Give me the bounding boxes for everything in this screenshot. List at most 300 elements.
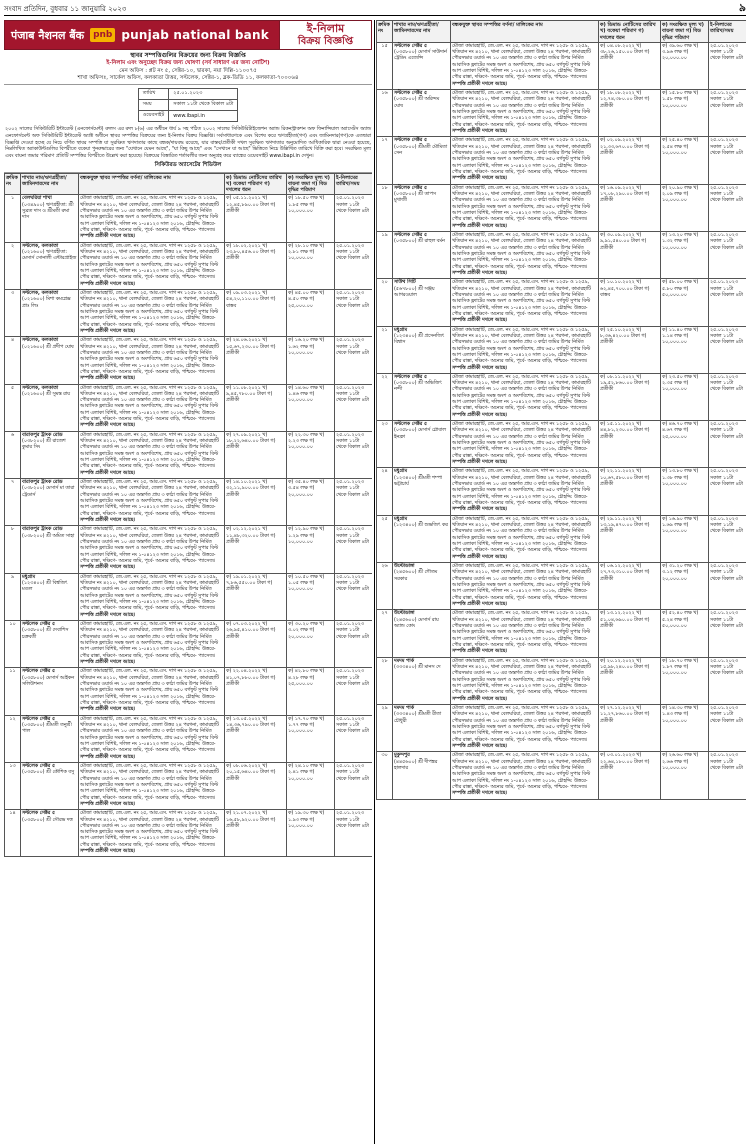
row-branch	[21, 384, 79, 431]
row-property-description	[451, 137, 599, 184]
borrower-name: (০৩৫৮০০) মেসার্স গ্লোবাল ইনফ্রা	[394, 428, 446, 440]
table-row	[5, 479, 373, 526]
ad-title	[279, 21, 371, 49]
borrower-name: (০২১৬০০) শ্রী সুমন্ত রায়	[22, 391, 71, 397]
table-row	[377, 279, 747, 326]
header-sl: ক্রমিক নং	[377, 21, 393, 43]
row-branch	[393, 563, 451, 610]
row-demand-notice: ক) ০৭.০৩.২০২২ খ) ২৬,৯৫,৪১০.০০ টাকা গ) প্রতীকী	[225, 620, 287, 667]
row-reserve-price: ক) ১৩.৮০ লক্ষ খ) ১.৩৮ লক্ষ গ) ১০,০০০.০০	[661, 468, 709, 515]
row-auction-date: ২৫.০১.২০২৩ সকাল ১১টা থেকে বিকাল ৪টা	[709, 42, 747, 89]
property-text: মৌজা কামারহাটি, জে.এল. নং ২৫, আর.এস. দাগ নং ১২৫৮ ও ১২৫৯, খতিয়ান নং ৪২১০, থানা বেলঘরিয়া, জেলা উত্তর ২৪ পরগনা, কামারহাটি পৌরসভার ওয়ার্ড নং ১০ এর অন্তর্গত প্রায় ৩ কাঠা জমির উপর নির্মিত আবাসিক ফ্ল্যাটের সমস্ত অংশ ও অংশবিশেষ, প্রায় ৬৫০ বর্গফুট সুপার বিল্ট আপ এলাকা বিশিষ্ট, দলিল নং ১-০৪১২৩ সাল ২০১৬, চৌহদ্দি: উত্তরে- পৌর রাস্তা, দক্ষিণে- অন্যের জমি, পূর্বে- অন্যের বাড়ি, পশ্চিমে- প্যাসেজ।	[452, 564, 591, 601]
borrower-name: (০৩৫৮০০) শ্রী অভিজিৎ নন্দী	[394, 381, 442, 393]
row-branch	[393, 231, 451, 278]
row-serial: ৩	[5, 289, 21, 336]
row-demand-notice: ক) ১৬.০৯.২০২২ খ) ১৭,০৮,২৯০.০০ টাকা গ) প্রতীকী	[599, 184, 661, 231]
property-text: মৌজা কামারহাটি, জে.এল. নং ২৫, আর.এস. দাগ নং ১২৫৮ ও ১২৫৯, খতিয়ান নং ৪২১০, থানা বেলঘরিয়া, জেলা উত্তর ২৪ পরগনা, কামারহাটি পৌরসভার ওয়ার্ড নং ১০ এর অন্তর্গত প্রায় ৩ কাঠা জমির উপর নির্মিত আবাসিক ফ্ল্যাটের সমস্ত অংশ ও অংশবিশেষ, প্রায় ৬৫০ বর্গফুট সুপার বিল্ট আপ এলাকা বিশিষ্ট, দলিল নং ১-০৪১২৩ সাল ২০১৬, চৌহদ্দি: উত্তরে- পৌর রাস্তা, দক্ষিণে- অন্যের জমি, পূর্বে- অন্যের বাড়ি, পশ্চিমে- প্যাসেজ।	[452, 185, 591, 223]
row-branch	[393, 657, 451, 704]
borrower-name: (০৩৫৮০০) শ্রীমতী তনুশ্রী পাল	[22, 722, 72, 735]
table-row	[377, 563, 747, 610]
row-auction-date: ২৫.০১.২০২৩ সকাল ১১টা থেকে বিকাল ৪টা	[709, 373, 747, 420]
table-row	[377, 515, 747, 562]
newspaper-dateline: সংবাদ প্রতিদিন, বুধবার ১১ জানুয়ারি ২০২৩	[4, 4, 127, 13]
row-property-description	[79, 762, 225, 809]
row-demand-notice: ক) ০৮.০৬.২০২২ খ) ২০,১৫,৬৪০.০০ টাকা গ) প্রতীকী	[225, 762, 287, 809]
possession-note: সম্পত্তি প্রতীকী দখলে আছে।	[80, 612, 136, 618]
row-serial: ১৪	[5, 810, 21, 857]
row-demand-notice: ক) ০৪.০৮.২০২২ খ) ৩৮,২৬,১৫০.০০ টাকা গ) প্রতীকী	[599, 42, 661, 89]
row-reserve-price: ক) ১৫.৮০ লক্ষ খ) ১.৫৮ লক্ষ গ) ১০,০০০.০০	[661, 90, 709, 137]
row-auction-date: ২৫.০১.২০২৩ সকাল ১১টা থেকে বিকাল ৪টা	[709, 279, 747, 326]
row-auction-date: ২৫.০১.২০২৩ সকাল ১১টা থেকে বিকাল ৪টা	[335, 526, 373, 573]
branch-name: সল্টলেক, কলকাতা	[22, 385, 59, 391]
row-serial: ২৯	[377, 704, 393, 751]
row-property-description	[451, 421, 599, 468]
branch-name: মধুগ্রাম	[22, 574, 35, 580]
row-demand-notice: ক) ১৫.১১.২০২২ খ) ৪৪,৮১,২৩০.০০ টাকা গ) প্রতীকী	[599, 421, 661, 468]
row-serial: ১৭	[377, 137, 393, 184]
row-branch	[21, 289, 79, 336]
row-auction-date: ২৫.০১.২০২৩ সকাল ১১টা থেকে বিকাল ৪টা	[335, 668, 373, 715]
pnb-logo-icon: pnb	[90, 28, 115, 42]
possession-note: সম্পত্তি প্রতীকী দখলে আছে।	[80, 234, 136, 240]
branch-name: বারাকপুর ট্রাংক রোড	[22, 527, 63, 533]
row-auction-date: ২৫.০১.২০২৩ সকাল ১১টা থেকে বিকাল ৪টা	[709, 704, 747, 751]
possession-note: সম্পত্তি প্রতীকী দখলে আছে।	[452, 270, 508, 276]
header-sl: ক্রমিক নং	[5, 173, 21, 195]
property-text: মৌজা কামারহাটি, জে.এল. নং ২৫, আর.এস. দাগ নং ১২৫৮ ও ১২৫৯, খতিয়ান নং ৪২১০, থানা বেলঘরিয়া, জেলা উত্তর ২৪ পরগনা, কামারহাটি পৌরসভার ওয়ার্ড নং ১০ এর অন্তর্গত প্রায় ৩ কাঠা জমির উপর নির্মিত আবাসিক ফ্ল্যাটের সমস্ত অংশ ও অংশবিশেষ, প্রায় ৬৫০ বর্গফুট সুপার বিল্ট আপ এলাকা বিশিষ্ট, দলিল নং ১-০৪১২৩ সাল ২০১৬, চৌহদ্দি: উত্তরে- পৌর রাস্তা, দক্ষিণে- অন্যের জমি, পূর্বে- অন্যের বাড়ি, পশ্চিমে- প্যাসেজ।	[452, 327, 591, 365]
row-branch	[393, 515, 451, 562]
row-reserve-price: ক) ২২.৩০ লক্ষ খ) ২.২৩ লক্ষ গ) ১০,০০০.০০	[287, 431, 335, 478]
row-demand-notice: ক) ০৬.১২.২০২২ খ) ২৭,৭৩,৩১০.০০ টাকা গ) প্রতীকী	[599, 563, 661, 610]
borrower-name: (০২১৬০০) ঋণগ্রহীতা: মেসার্স সোনালী এন্টারপ্রাইজ	[22, 249, 77, 262]
row-branch	[21, 762, 79, 809]
property-text: মৌজা কামারহাটি, জে.এল. নং ২৫, আর.এস. দাগ নং ১২৫৮ ও ১২৫৯, খতিয়ান নং ৪২১০, থানা বেলঘরিয়া, জেলা উত্তর ২৪ পরগনা, কামারহাটি পৌরসভার ওয়ার্ড নং ১০ এর অন্তর্গত প্রায় ৩ কাঠা জমির উপর নির্মিত আবাসিক ফ্ল্যাটের সমস্ত অংশ ও অংশবিশেষ, প্রায় ৬৫০ বর্গফুট সুপার বিল্ট আপ এলাকা বিশিষ্ট, দলিল নং ১-০৪১২৩ সাল ২০১৬, চৌহদ্দি: উত্তরে- পৌর রাস্তা, দক্ষিণে- অন্যের জমি, পূর্বে- অন্যের বাড়ি, পশ্চিমে- প্যাসেজ।	[80, 385, 219, 423]
row-branch	[21, 620, 79, 667]
row-property-description	[79, 668, 225, 715]
row-auction-date: ২৫.০১.২০২৩ সকাল ১১টা থেকে বিকাল ৪টা	[709, 752, 747, 799]
header-demand: ক) ডিমান্ড নোটিসের তারিখ খ) বকেয়া পরিমাণ গ) দখলের ধরন	[225, 173, 287, 195]
row-serial: ১৯	[377, 231, 393, 278]
row-reserve-price: ক) ১৯.৩০ লক্ষ খ) ১.৯৩ লক্ষ গ) ১০,০০০.০০	[287, 810, 335, 857]
row-branch	[21, 195, 79, 242]
row-demand-notice: ক) ১৪.১০.২০২১ খ) ৩২,১১,৯০০.০০ টাকা গ) প্রতীকী	[225, 479, 287, 526]
row-demand-notice: ক) ১১.০৮.২০২১ খ) ৯,৪৫,৭৮০.০০ টাকা গ) প্রতীকী	[225, 384, 287, 431]
header-auction: ই-নিলামের তারিখ/সময়	[335, 173, 373, 195]
row-auction-date: ২৫.০১.২০২৩ সকাল ১১টা থেকে বিকাল ৪টা	[335, 715, 373, 762]
branch-name: সল্টলেক সেক্টর ৫	[394, 138, 428, 144]
branch-name: সল্টলেক সেক্টর ৫	[394, 185, 428, 191]
row-branch	[21, 668, 79, 715]
row-auction-date: ২৫.০১.২০২৩ সকাল ১১টা থেকে বিকাল ৪টা	[335, 573, 373, 620]
row-branch	[393, 326, 451, 373]
possession-note: সম্পত্তি প্রতীকী দখলে আছে।	[452, 743, 508, 749]
possession-note: সম্পত্তি প্রতীকী দখলে আছে।	[452, 460, 508, 466]
property-text: মৌজা কামারহাটি, জে.এল. নং ২৫, আর.এস. দাগ নং ১২৫৮ ও ১২৫৯, খতিয়ান নং ৪২১০, থানা বেলঘরিয়া, জেলা উত্তর ২৪ পরগনা, কামারহাটি পৌরসভার ওয়ার্ড নং ১০ এর অন্তর্গত প্রায় ৩ কাঠা জমির উপর নির্মিত আবাসিক ফ্ল্যাটের সমস্ত অংশ ও অংশবিশেষ, প্রায় ৬৫০ বর্গফুট সুপার বিল্ট আপ এলাকা বিশিষ্ট, দলিল নং ১-০৪১২৩ সাল ২০১৬, চৌহদ্দি: উত্তরে- পৌর রাস্তা, দক্ষিণে- অন্যের জমি, পূর্বে- অন্যের বাড়ি, পশ্চিমে- প্যাসেজ।	[452, 374, 591, 412]
row-reserve-price: ক) ৫৮.০০ লক্ষ খ) ৫.৮০ লক্ষ গ) ৫০,০০০.০০	[661, 279, 709, 326]
possession-note: সম্পত্তি প্রতীকী দখলে আছে।	[452, 507, 508, 513]
branch-name: মধুগ্রাম	[394, 469, 407, 475]
row-demand-notice: ক) ১৩.১২.২০২২ খ) ৫১,০৪,৬৯০.০০ টাকা গ) প্রতীকী	[599, 610, 661, 657]
branch-name: সল্টলেক, কলকাতা	[22, 290, 59, 296]
row-demand-notice: ক) ২৭.১২.২০২২ খ) ১১,২৭,৮৬০.০০ টাকা গ) প্রতীকী	[599, 704, 661, 751]
row-auction-date: ২৫.০১.২০২৩ সকাল ১১টা থেকে বিকাল ৪টা	[709, 563, 747, 610]
table-row	[377, 373, 747, 420]
office-address-circle: শাখা অফিসঃ, সার্কেল অফিস, কলকাতা উত্তর, সল্টলেক, সেক্টর-১, ব্লক-ডিডি ১১, কলকাতা-৭০০০৬৪	[77, 74, 299, 81]
row-auction-date: ২৫.০১.২০২৩ সকাল ১১টা থেকে বিকাল ৪টা	[709, 326, 747, 373]
row-auction-date: ২৫.০১.২০২৩ সকাল ১১টা থেকে বিকাল ৪টা	[335, 195, 373, 242]
branch-name: সল্টলেক সেক্টর ৫	[394, 91, 428, 97]
row-property-description	[451, 326, 599, 373]
row-reserve-price: ক) ২৪.১০ লক্ষ খ) ২.৪১ লক্ষ গ) ১০,০০০.০০	[287, 762, 335, 809]
branch-name: উল্টোডাঙ্গা	[394, 611, 415, 617]
row-branch	[21, 242, 79, 289]
possession-note: সম্পত্তি প্রতীকী দখলে আছে।	[80, 518, 136, 524]
table-row	[5, 526, 373, 573]
header-property: বন্ধকযুক্ত স্থাবর সম্পত্তির বর্ণনা/ মালিকের নাম	[451, 21, 599, 43]
notice-text	[4, 125, 372, 172]
row-demand-notice: ক) ২২.১১.২০২২ খ) ১০,৬৭,৫৮০.০০ টাকা গ) প্রতীকী	[599, 468, 661, 515]
row-serial: ২	[5, 242, 21, 289]
property-text: মৌজা কামারহাটি, জে.এল. নং ২৫, আর.এস. দাগ নং ১২৫৮ ও ১২৫৯, খতিয়ান নং ৪২১০, থানা বেলঘরিয়া, জেলা উত্তর ২৪ পরগনা, কামারহাটি পৌরসভার ওয়ার্ড নং ১০ এর অন্তর্গত প্রায় ৩ কাঠা জমির উপর নির্মিত আবাসিক ফ্ল্যাটের সমস্ত অংশ ও অংশবিশেষ, প্রায় ৬৫০ বর্গফুট সুপার বিল্ট আপ এলাকা বিশিষ্ট, দলিল নং ১-০৪১২৩ সাল ২০১৬, চৌহদ্দি: উত্তরে- পৌর রাস্তা, দক্ষিণে- অন্যের জমি, পূর্বে- অন্যের বাড়ি, পশ্চিমে- প্যাসেজ।	[452, 43, 591, 81]
table-row	[377, 231, 747, 278]
borrower-name: (০৩৫৮০০) শ্রী অরিন্দম ঘোষ	[394, 97, 440, 109]
branch-name: সল্টলেক সেক্টর ৫	[22, 716, 56, 722]
row-auction-date: ২৫.০১.২০২৩ সকাল ১১টা থেকে বিকাল ৪টা	[709, 657, 747, 704]
row-serial: ১১	[5, 668, 21, 715]
row-property-description	[79, 384, 225, 431]
possession-note: সম্পত্তি প্রতীকী দখলে আছে।	[452, 412, 508, 418]
borrower-name: (০৩৫৮০০) শ্রীমতী মৌমিতা সেন	[394, 144, 448, 156]
table-row	[5, 384, 373, 431]
row-reserve-price: ক) ২৬.৬০ লক্ষ খ) ২.৬৬ লক্ষ গ) ১০,০০০.০০	[661, 752, 709, 799]
possession-note: সম্পত্তি প্রতীকী দখলে আছে।	[452, 176, 508, 182]
row-serial: ৫	[5, 384, 21, 431]
row-serial: ২৭	[377, 610, 393, 657]
row-serial: ১৩	[5, 762, 21, 809]
row-demand-notice: ক) ০৮.১১.২০২২ খ) ১৯,৫২,৮৬০.০০ টাকা গ) প্রতীকী	[599, 373, 661, 420]
auction-website-label: ওয়েবসাইট	[138, 111, 169, 122]
borrower-name: (০৩৫৮০০) শ্রী দেবাশিস চক্রবর্তী	[22, 628, 69, 640]
auction-website-link[interactable]: www.ibapi.in	[169, 111, 238, 122]
ad-title-line2: বিক্রয় বিজ্ঞপ্তি	[297, 35, 354, 47]
property-text: মৌজা কামারহাটি, জে.এল. নং ২৫, আর.এস. দাগ নং ১২৫৮ ও ১২৫৯, খতিয়ান নং ৪২১০, থানা বেলঘরিয়া, জেলা উত্তর ২৪ পরগনা, কামারহাটি পৌরসভার ওয়ার্ড নং ১০ এর অন্তর্গত প্রায় ৩ কাঠা জমির উপর নির্মিত আবাসিক ফ্ল্যাটের সমস্ত অংশ ও অংশবিশেষ, প্রায় ৬৫০ বর্গফুট সুপার বিল্ট আপ এলাকা বিশিষ্ট, দলিল নং ১-০৪১২৩ সাল ২০১৬, চৌহদ্দি: উত্তরে- পৌর রাস্তা, দক্ষিণে- অন্যের জমি, পূর্বে- অন্যের বাড়ি, পশ্চিমে- প্যাসেজ।	[80, 196, 219, 233]
table-row	[377, 90, 747, 137]
row-demand-notice: ক) ০৯.০৩.২০২১ খ) ৫৪,২০,১১০.০০ টাকা গ) বাস্তব	[225, 289, 287, 336]
row-demand-notice: ক) ২২.০৪.২০২২ খ) ৪১,০৭,৮৮০.০০ টাকা গ) প্রতীকী	[225, 668, 287, 715]
branch-name: সল্টলেক সেক্টর ৫	[22, 763, 56, 769]
row-property-description	[79, 620, 225, 667]
borrower-name: (৩৩৩৪০০) শ্রীমতী রীতা চৌধুরী	[394, 712, 442, 724]
row-demand-notice: ক) ২০.১২.২০২২ খ) ১৫,৯৮,২৪০.০০ টাকা গ) প্রতীকী	[599, 657, 661, 704]
row-auction-date: ২৫.০১.২০২৩ সকাল ১১টা থেকে বিকাল ৪টা	[335, 289, 373, 336]
row-property-description	[79, 242, 225, 289]
borrower-name: (৪৪৫৬০০) শ্রী দীপঙ্কর হালদার	[394, 759, 438, 771]
row-branch	[393, 42, 451, 89]
auction-info-table	[138, 88, 239, 122]
row-branch	[393, 752, 451, 799]
property-text: মৌজা কামারহাটি, জে.এল. নং ২৫, আর.এস. দাগ নং ১২৫৮ ও ১২৫৯, খতিয়ান নং ৪২১০, থানা বেলঘরিয়া, জেলা উত্তর ২৪ পরগনা, কামারহাটি পৌরসভার ওয়ার্ড নং ১০ এর অন্তর্গত প্রায় ৩ কাঠা জমির উপর নির্মিত আবাসিক ফ্ল্যাটের সমস্ত অংশ ও অংশবিশেষ, প্রায় ৬৫০ বর্গফুট সুপার বিল্ট আপ এলাকা বিশিষ্ট, দলিল নং ১-০৪১২৩ সাল ২০১৬, চৌহদ্দি: উত্তরে- পৌর রাস্তা, দক্ষিণে- অন্যের জমি, পূর্বে- অন্যের বাড়ি, পশ্চিমে- প্যাসেজ।	[80, 763, 219, 801]
row-auction-date: ২৫.০১.২০২৩ সকাল ১১টা থেকে বিকাল ৪টা	[709, 610, 747, 657]
row-serial: ৭	[5, 479, 21, 526]
property-text: মৌজা কামারহাটি, জে.এল. নং ২৫, আর.এস. দাগ নং ১২৫৮ ও ১২৫৯, খতিয়ান নং ৪২১০, থানা বেলঘরিয়া, জেলা উত্তর ২৪ পরগনা, কামারহাটি পৌরসভার ওয়ার্ড নং ১০ এর অন্তর্গত প্রায় ৩ কাঠা জমির উপর নির্মিত আবাসিক ফ্ল্যাটের সমস্ত অংশ ও অংশবিশেষ, প্রায় ৬৫০ বর্গফুট সুপার বিল্ট আপ এলাকা বিশিষ্ট, দলিল নং ১-০৪১২৩ সাল ২০১৬, চৌহদ্দি: উত্তরে- পৌর রাস্তা, দক্ষিণে- অন্যের জমি, পূর্বে- অন্যের বাড়ি, পশ্চিমে- প্যাসেজ।	[452, 469, 591, 507]
borrower-name: (১২৩৪০০) শ্রী প্রসেনজিৎ বিশ্বাস	[394, 333, 445, 346]
row-reserve-price: ক) ৩৫.৪০ লক্ষ খ) ৩.৫৪ লক্ষ গ) ২০,০০০.০০	[287, 479, 335, 526]
row-demand-notice: ক) ২৫.১০.২০২২ খ) ৮,৩৬,৪২০.০০ টাকা গ) প্রতীকী	[599, 326, 661, 373]
property-text: মৌজা কামারহাটি, জে.এল. নং ২৫, আর.এস. দাগ নং ১২৫৮ ও ১২৫৯, খতিয়ান নং ৪২১০, থানা বেলঘরিয়া, জেলা উত্তর ২৪ পরগনা, কামারহাটি পৌরসভার ওয়ার্ড নং ১০ এর অন্তর্গত প্রায় ৩ কাঠা জমির উপর নির্মিত আবাসিক ফ্ল্যাটের সমস্ত অংশ ও অংশবিশেষ, প্রায় ৬৫০ বর্গফুট সুপার বিল্ট আপ এলাকা বিশিষ্ট, দলিল নং ১-০৪১২৩ সাল ২০১৬, চৌহদ্দি: উত্তরে- পৌর রাস্তা, দক্ষিণে- অন্যের জমি, পূর্বে- অন্যের বাড়ি, পশ্চিমে- প্যাসেজ।	[80, 527, 219, 565]
branch-name: উল্টোডাঙ্গা	[394, 564, 415, 570]
possession-note: সম্পত্তি প্রতীকী দখলে আছে।	[452, 318, 508, 324]
table-row	[377, 326, 747, 373]
header-demand: ক) ডিমান্ড নোটিসের তারিখ খ) বকেয়া পরিমাণ গ) দখলের ধরন	[599, 21, 661, 43]
row-branch	[21, 337, 79, 384]
row-auction-date: ২৫.০১.২০২৩ সকাল ১১টা থেকে বিকাল ৪টা	[709, 468, 747, 515]
table-header-row	[377, 21, 747, 43]
property-text: মৌজা কামারহাটি, জে.এল. নং ২৫, আর.এস. দাগ নং ১২৫৮ ও ১২৫৯, খতিয়ান নং ৪২১০, থানা বেলঘরিয়া, জেলা উত্তর ২৪ পরগনা, কামারহাটি পৌরসভার ওয়ার্ড নং ১০ এর অন্তর্গত প্রায় ৩ কাঠা জমির উপর নির্মিত আবাসিক ফ্ল্যাটের সমস্ত অংশ ও অংশবিশেষ, প্রায় ৬৫০ বর্গফুট সুপার বিল্ট আপ এলাকা বিশিষ্ট, দলিল নং ১-০৪১২৩ সাল ২০১৬, চৌহদ্দি: উত্তরে- পৌর রাস্তা, দক্ষিণে- অন্যের জমি, পূর্বে- অন্যের বাড়ি, পশ্চিমে- প্যাসেজ।	[452, 658, 591, 696]
row-property-description	[451, 42, 599, 89]
table-row	[377, 137, 747, 184]
row-serial: ২০	[377, 279, 393, 326]
branch-name: মধুগ্রাম	[394, 516, 407, 522]
right-table	[376, 20, 746, 800]
property-text: মৌজা কামারহাটি, জে.এল. নং ২৫, আর.এস. দাগ নং ১২৫৮ ও ১২৫৯, খতিয়ান নং ৪২১০, থানা বেলঘরিয়া, জেলা উত্তর ২৪ পরগনা, কামারহাটি পৌরসভার ওয়ার্ড নং ১০ এর অন্তর্গত প্রায় ৩ কাঠা জমির উপর নির্মিত আবাসিক ফ্ল্যাটের সমস্ত অংশ ও অংশবিশেষ, প্রায় ৬৫০ বর্গফুট সুপার বিল্ট আপ এলাকা বিশিষ্ট, দলিল নং ১-০৪১২৩ সাল ২০১৬, চৌহদ্দি: উত্তরে- পৌর রাস্তা, দক্ষিণে- অন্যের জমি, পূর্বে- অন্যের বাড়ি, পশ্চিমে- প্যাসেজ।	[452, 611, 591, 648]
table-row	[5, 762, 373, 809]
borrower-name: (০৩৫৮০০) শ্রী সৌরভ দত্ত	[22, 817, 73, 823]
borrower-name: (১২৩৪০০) শ্রীমতী শম্পা ভট্টাচার্য	[394, 475, 442, 488]
table-row	[377, 421, 747, 468]
table-header-row	[5, 173, 373, 195]
ad-title-line1: ই-নিলাম	[306, 22, 345, 36]
row-reserve-price: ক) ১৬.৯০ লক্ষ খ) ১.৬৯ লক্ষ গ) ১০,০০০.০০	[661, 515, 709, 562]
row-demand-notice: ক) ০৩.০১.২০২৩ খ) ২২,৬৪,১৮০.০০ টাকা গ) প্রতীকী	[599, 752, 661, 799]
row-serial: ১	[5, 195, 21, 242]
row-auction-date: ২৫.০১.২০২৩ সকাল ১১টা থেকে বিকাল ৪টা	[335, 810, 373, 857]
left-table	[4, 173, 372, 858]
borrower-name: (০২১৬০০) শ্রী প্রদীপ ঘোষ	[22, 344, 74, 350]
row-property-description	[79, 810, 225, 857]
row-reserve-price: ক) ২০.৯০ লক্ষ খ) ২.০৯ লক্ষ গ) ১০,০০০.০০	[661, 184, 709, 231]
row-auction-date: ২৫.০১.২০২৩ সকাল ১১টা থেকে বিকাল ৪টা	[335, 431, 373, 478]
row-property-description	[79, 526, 225, 573]
row-branch	[21, 431, 79, 478]
header-reserve: ক) সংরক্ষিত মূল্য খ) বায়না জমা গ) বিড বৃদ্ধির পরিমাণ	[287, 173, 335, 195]
row-property-description	[79, 431, 225, 478]
table-row	[377, 704, 747, 751]
row-auction-date: ২৫.০১.২০২৩ সকাল ১১টা থেকে বিকাল ৪টা	[335, 242, 373, 289]
row-reserve-price: ক) ২৫.৪০ লক্ষ খ) ২.৫৪ লক্ষ গ) ১০,০০০.০০	[661, 137, 709, 184]
row-property-description	[79, 715, 225, 762]
row-serial: ১৫	[377, 42, 393, 89]
row-serial: ২৪	[377, 468, 393, 515]
row-serial: ২৫	[377, 515, 393, 562]
row-serial: ১২	[5, 715, 21, 762]
property-text: মৌজা কামারহাটি, জে.এল. নং ২৫, আর.এস. দাগ নং ১২৫৮ ও ১২৫৯, খতিয়ান নং ৪২১০, থানা বেলঘরিয়া, জেলা উত্তর ২৪ পরগনা, কামারহাটি পৌরসভার ওয়ার্ড নং ১০ এর অন্তর্গত প্রায় ৩ কাঠা জমির উপর নির্মিত আবাসিক ফ্ল্যাটের সমস্ত অংশ ও অংশবিশেষ, প্রায় ৬৫০ বর্গফুট সুপার বিল্ট আপ এলাকা বিশিষ্ট, দলিল নং ১-০৪১২৩ সাল ২০১৬, চৌহদ্দি: উত্তরে- পৌর রাস্তা, দক্ষিণে- অন্যের জমি, পূর্বে- অন্যের বাড়ি, পশ্চিমে- প্যাসেজ।	[80, 811, 219, 848]
borrower-name: (০৩৫৮০০) শ্রী কৌশিক বসু	[22, 770, 75, 776]
row-property-description	[451, 231, 599, 278]
row-branch	[393, 137, 451, 184]
row-serial: ১৮	[377, 184, 393, 231]
borrower-name: (০৩৫৮০০) মেসার্স আইকন সলিউশনস	[22, 675, 75, 687]
row-property-description	[79, 337, 225, 384]
branch-name: সল্টলেক সেক্টর ৫	[394, 422, 428, 428]
row-serial: ২২	[377, 373, 393, 420]
possession-note: সম্পত্তি প্রতীকী দখলে আছে।	[452, 601, 508, 607]
row-auction-date: ২৫.০১.২০২৩ সকাল ১১টা থেকে বিকাল ৪টা	[709, 90, 747, 137]
row-auction-date: ২৫.০১.২০২৩ সকাল ১১টা থেকে বিকাল ৪টা	[335, 479, 373, 526]
property-text: মৌজা কামারহাটি, জে.এল. নং ২৫, আর.এস. দাগ নং ১২৫৮ ও ১২৫৯, খতিয়ান নং ৪২১০, থানা বেলঘরিয়া, জেলা উত্তর ২৪ পরগনা, কামারহাটি পৌরসভার ওয়ার্ড নং ১০ এর অন্তর্গত প্রায় ৩ কাঠা জমির উপর নির্মিত আবাসিক ফ্ল্যাটের সমস্ত অংশ ও অংশবিশেষ, প্রায় ৬৫০ বর্গফুট সুপার বিল্ট আপ এলাকা বিশিষ্ট, দলিল নং ১-০৪১২৩ সাল ২০১৬, চৌহদ্দি: উত্তরে- পৌর রাস্তা, দক্ষিণে- অন্যের জমি, পূর্বে- অন্যের বাড়ি, পশ্চিমে- প্যাসেজ।	[80, 716, 219, 754]
table-row	[5, 431, 373, 478]
borrower-name: (১২৩৪০০) শ্রী বিশ্বজিৎ মণ্ডল	[22, 581, 68, 593]
borrower-name: (০২১৬০০) মিশা কমপ্লেক্স প্রাঃ লিঃ	[22, 297, 71, 309]
row-reserve-price: ক) ১৮.৭০ লক্ষ খ) ১.৮৭ লক্ষ গ) ১০,০০০.০০	[661, 657, 709, 704]
row-auction-date: ২৫.০১.২০২৩ সকাল ১১টা থেকে বিকাল ৪টা	[709, 184, 747, 231]
row-demand-notice: ক) ১৯.০১.২০২২ খ) ৭,৮৬,৫৫০.০০ টাকা গ) প্রতীকী	[225, 573, 287, 620]
branch-name: সল্টলেক, কলকাতা	[22, 243, 59, 249]
row-reserve-price: ক) ৩৯.৬০ লক্ষ খ) ৩.৯৬ লক্ষ গ) ২০,০০০.০০	[661, 42, 709, 89]
possession-note: সম্পত্তি প্রতীকী দখলে আছে।	[452, 365, 508, 371]
row-reserve-price: ক) ২৩.৫০ লক্ষ খ) ২.৩৫ লক্ষ গ) ১০,০০০.০০	[661, 373, 709, 420]
right-table-body	[377, 42, 747, 799]
possession-note: সম্পত্তি প্রতীকী দখলে আছে।	[452, 223, 508, 229]
property-text: মৌজা কামারহাটি, জে.এল. নং ২৫, আর.এস. দাগ নং ১২৫৮ ও ১২৫৯, খতিয়ান নং ৪২১০, থানা বেলঘরিয়া, জেলা উত্তর ২৪ পরগনা, কামারহাটি পৌরসভার ওয়ার্ড নং ১০ এর অন্তর্গত প্রায় ৩ কাঠা জমির উপর নির্মিত আবাসিক ফ্ল্যাটের সমস্ত অংশ ও অংশবিশেষ, প্রায় ৬৫০ বর্গফুট সুপার বিল্ট আপ এলাকা বিশিষ্ট, দলিল নং ১-০৪১২৩ সাল ২০১৬, চৌহদ্দি: উত্তরে- পৌর রাস্তা, দক্ষিণে- অন্যের জমি, পূর্বে- অন্যের বাড়ি, পশ্চিমে- প্যাসেজ।	[452, 422, 591, 459]
auction-time-label: সময়	[138, 100, 169, 111]
branch-name: মধুগ্রাম	[394, 327, 407, 333]
row-branch	[393, 90, 451, 137]
notice-body: ২০০২ সালের সিকিউরিটি ইন্টারেস্ট (এনফোর্সমেন্ট) রুলস এর রুল ৮(৬) এর অধীনে ধার্য ৯ সহ পঠিত ২০০২ সালের সিকিউরিটাইজেশন অ্যান্ড রিকনস্ট্রাকশন অফ ফিনান্সিয়াল অ্যাসেটস অ্যান্ড এনফোর্সমেন্ট অফ সিকিউরিটি ইন্টারেস্ট অ্যাক্ট অধীনে স্থাবর সম্পত্তির বিক্রয়ের জন্য ই-নিলাম বিক্রয় বিজ্ঞপ্তি। সর্বসাধারণকে এবং বিশেষ করে ঋণগ্রহীতা(গণ) এবং জামিনদার(গণ)কে এতদ্বারা বিজ্ঞপ্তি দেওয়া হচ্ছে যে নিচে বর্ণিত স্থাবর সম্পত্তি যা সুরক্ষিত ঋণদাতার কাছে বন্ধক/দায়বদ্ধ রয়েছে, যার বাস্তব/প্রতীকী দখল সুরক্ষিত ঋণদাতার অনুমোদিত আধিকারিক দ্বারা নেওয়া হয়েছে, নিম্নলিখিত অ্যাকাউন্টগুলির বিপরীতে বকেয়া পুনরুদ্ধারের জন্য "যেখানে যেমন আছে", "যা কিছু আছে" এবং "সেখানে যা আছে" ভিত্তিতে নিচে উল্লিখিত তারিখে বিক্রি করা হবে। সংরক্ষিত মূল্য এবং বায়না জমার পরিমাণ প্রতিটি সম্পত্তির বিপরীতে উল্লেখ করা হয়েছে। বিক্রয়ের বিস্তারিত শর্তাবলীর জন্য অনুগ্রহ করে ব্যাঙ্কের ওয়েবসাইট www.ibapi.in দেখুন।	[5, 127, 371, 160]
row-branch	[393, 704, 451, 751]
office-address-main: মেন অফিস : প্লট নং ৫, সেক্টর-১০, দ্বারকা, নয়া দিল্লি-১১০০৭৫	[119, 67, 257, 74]
row-demand-notice: ক) ২৯.১১.২০২২ খ) ১৩,১৯,৪৭০.০০ টাকা গ) প্রতীকী	[599, 515, 661, 562]
branch-name: দমদম পার্ক	[394, 705, 415, 711]
borrower-name: (০৩৫৮০০) মেসার্স সাউদার্ন ট্রেডিং এজেন্সি	[394, 50, 447, 62]
row-branch	[393, 421, 451, 468]
property-text: মৌজা কামারহাটি, জে.এল. নং ২৫, আর.এস. দাগ নং ১২৫৮ ও ১২৫৯, খতিয়ান নং ৪২১০, থানা বেলঘরিয়া, জেলা উত্তর ২৪ পরগনা, কামারহাটি পৌরসভার ওয়ার্ড নং ১০ এর অন্তর্গত প্রায় ৩ কাঠা জমির উপর নির্মিত আবাসিক ফ্ল্যাটের সমস্ত অংশ ও অংশবিশেষ, প্রায় ৬৫০ বর্গফুট সুপার বিল্ট আপ এলাকা বিশিষ্ট, দলিল নং ১-০৪১২৩ সাল ২০১৬, চৌহদ্দি: উত্তরে- পৌর রাস্তা, দক্ষিণে- অন্যের জমি, পূর্বে- অন্যের বাড়ি, পশ্চিমে- প্যাসেজ।	[452, 232, 591, 270]
borrower-name: (০৩৮২০০) শ্রী রাজেশ কুমার সিং	[22, 439, 66, 451]
row-property-description	[79, 479, 225, 526]
row-auction-date: ২৫.০১.২০২৩ সকাল ১১টা থেকে বিকাল ৪টা	[335, 337, 373, 384]
row-reserve-price: ক) ১৬.২০ লক্ষ খ) ১.৬২ লক্ষ গ) ১০,০০০.০০	[287, 337, 335, 384]
row-demand-notice: ক) ০২.০৯.২০২২ খ) ২১,৩৩,৬৭০.০০ টাকা গ) প্রতীকী	[599, 137, 661, 184]
row-reserve-price: ক) ১৮.৫০ লক্ষ খ) ১.৮৫ লক্ষ গ) ১০,০০০.০০	[287, 195, 335, 242]
office-block	[4, 50, 372, 85]
row-demand-notice: ক) ২১.০৭.২০২২ খ) ১৬,৫৮,৯২০.০০ টাকা গ) প্রতীকী	[225, 810, 287, 857]
row-serial: ৪	[5, 337, 21, 384]
row-property-description	[451, 610, 599, 657]
property-text: মৌজা কামারহাটি, জে.এল. নং ২৫, আর.এস. দাগ নং ১২৫৮ ও ১২৫৯, খতিয়ান নং ৪২১০, থানা বেলঘরিয়া, জেলা উত্তর ২৪ পরগনা, কামারহাটি পৌরসভার ওয়ার্ড নং ১০ এর অন্তর্গত প্রায় ৩ কাঠা জমির উপর নির্মিত আবাসিক ফ্ল্যাটের সমস্ত অংশ ও অংশবিশেষ, প্রায় ৬৫০ বর্গফুট সুপার বিল্ট আপ এলাকা বিশিষ্ট, দলিল নং ১-০৪১২৩ সাল ২০১৬, চৌহদ্দি: উত্তরে- পৌর রাস্তা, দক্ষিণে- অন্যের জমি, পূর্বে- অন্যের বাড়ি, পশ্চিমে- প্যাসেজ।	[452, 280, 591, 317]
table-row	[5, 289, 373, 336]
row-property-description	[79, 573, 225, 620]
row-reserve-price: ক) ৪৫.০০ লক্ষ খ) ৪.৫০ লক্ষ গ) ২৫,০০০.০০	[287, 289, 335, 336]
branch-name: দমদম পার্ক	[394, 658, 415, 664]
row-auction-date: ২৫.০১.২০২৩ সকাল ১১টা থেকে বিকাল ৪টা	[709, 515, 747, 562]
table-row	[5, 715, 373, 762]
possession-note: সম্পত্তি প্রতীকী দখলে আছে।	[452, 81, 508, 87]
row-property-description	[451, 752, 599, 799]
row-reserve-price: ক) ১০.৫০ লক্ষ খ) ১.০৫ লক্ষ গ) ১০,০০০.০০	[287, 573, 335, 620]
row-branch	[393, 610, 451, 657]
row-auction-date: ২৫.০১.২০২৩ সকাল ১১টা থেকে বিকাল ৪টা	[709, 421, 747, 468]
borrower-name: (০৩৫৮০০) শ্রী তাপস মুখার্জী	[394, 191, 436, 204]
property-text: মৌজা কামারহাটি, জে.এল. নং ২৫, আর.এস. দাগ নং ১২৫৮ ও ১২৫৯, খতিয়ান নং ৪২১০, থানা বেলঘরিয়া, জেলা উত্তর ২৪ পরগনা, কামারহাটি পৌরসভার ওয়ার্ড নং ১০ এর অন্তর্গত প্রায় ৩ কাঠা জমির উপর নির্মিত আবাসিক ফ্ল্যাটের সমস্ত অংশ ও অংশবিশেষ, প্রায় ৬৫০ বর্গফুট সুপার বিল্ট আপ এলাকা বিশিষ্ট, দলিল নং ১-০৪১২৩ সাল ২০১৬, চৌহদ্দি: উত্তরে- পৌর রাস্তা, দক্ষিণে- অন্যের জমি, পূর্বে- অন্যের বাড়ি, পশ্চিমে- প্যাসেজ।	[80, 290, 219, 328]
table-row	[377, 184, 747, 231]
branch-name: সল্টলেক সেক্টর ৫	[22, 811, 56, 817]
row-serial: ৯	[5, 573, 21, 620]
table-row	[377, 657, 747, 704]
row-property-description	[451, 279, 599, 326]
borrower-name: (০৩৫৮০০) শ্রী রাহুল বর্মন	[394, 239, 445, 245]
row-reserve-price: ক) ১৪.৩০ লক্ষ খ) ১.৪৩ লক্ষ গ) ১০,০০০.০০	[661, 704, 709, 751]
property-text: মৌজা কামারহাটি, জে.এল. নং ২৫, আর.এস. দাগ নং ১২৫৮ ও ১২৫৯, খতিয়ান নং ৪২১০, থানা বেলঘরিয়া, জেলা উত্তর ২৪ পরগনা, কামারহাটি পৌরসভার ওয়ার্ড নং ১০ এর অন্তর্গত প্রায় ৩ কাঠা জমির উপর নির্মিত আবাসিক ফ্ল্যাটের সমস্ত অংশ ও অংশবিশেষ, প্রায় ৬৫০ বর্গফুট সুপার বিল্ট আপ এলাকা বিশিষ্ট, দলিল নং ১-০৪১২৩ সাল ২০১৬, চৌহদ্দি: উত্তরে- পৌর রাস্তা, দক্ষিণে- অন্যের জমি, পূর্বে- অন্যের বাড়ি, পশ্চিমে- প্যাসেজ।	[452, 753, 591, 790]
possession-note: সম্পত্তি প্রতীকী দখলে আছে।	[452, 554, 508, 560]
row-branch	[393, 468, 451, 515]
table-row	[5, 195, 373, 242]
row-auction-date: ২৫.০১.২০২৩ সকাল ১১টা থেকে বিকাল ৪টা	[335, 620, 373, 667]
borrower-name: (০৩৪৯০০) ঋণগ্রহীতা: শ্রী সুব্রত দাস ও শ্রীমতী রুমা দাস	[22, 202, 74, 221]
row-reserve-price: ক) ১২.৯০ লক্ষ খ) ১.২৯ লক্ষ গ) ১০,০০০.০০	[287, 526, 335, 573]
possession-note: সম্পত্তি প্রতীকী দখলে আছে।	[80, 281, 136, 287]
property-text: মৌজা কামারহাটি, জে.এল. নং ২৫, আর.এস. দাগ নং ১২৫৮ ও ১২৫৯, খতিয়ান নং ৪২১০, থানা বেলঘরিয়া, জেলা উত্তর ২৪ পরগনা, কামারহাটি পৌরসভার ওয়ার্ড নং ১০ এর অন্তর্গত প্রায় ৩ কাঠা জমির উপর নির্মিত আবাসিক ফ্ল্যাটের সমস্ত অংশ ও অংশবিশেষ, প্রায় ৬৫০ বর্গফুট সুপার বিল্ট আপ এলাকা বিশিষ্ট, দলিল নং ১-০৪১২৩ সাল ২০১৬, চৌহদ্দি: উত্তরে- পৌর রাস্তা, দক্ষিণে- অন্যের জমি, পূর্বে- অন্যের বাড়ি, পশ্চিমে- প্যাসেজ।	[80, 338, 219, 375]
row-reserve-price: ক) ১১.৪০ লক্ষ খ) ১.১৪ লক্ষ গ) ১০,০০০.০০	[661, 326, 709, 373]
row-branch	[21, 479, 79, 526]
row-reserve-price: ক) ১৪.৬০ লক্ষ খ) ১.৪৬ লক্ষ গ) ১০,০০০.০০	[287, 384, 335, 431]
property-text: মৌজা কামারহাটি, জে.এল. নং ২৫, আর.এস. দাগ নং ১২৫৮ ও ১২৫৯, খতিয়ান নং ৪২১০, থানা বেলঘরিয়া, জেলা উত্তর ২৪ পরগনা, কামারহাটি পৌরসভার ওয়ার্ড নং ১০ এর অন্তর্গত প্রায় ৩ কাঠা জমির উপর নির্মিত আবাসিক ফ্ল্যাটের সমস্ত অংশ ও অংশবিশেষ, প্রায় ৬৫০ বর্গফুট সুপার বিল্ট আপ এলাকা বিশিষ্ট, দলিল নং ১-০৪১২৩ সাল ২০১৬, চৌহদ্দি: উত্তরে- পৌর রাস্তা, দক্ষিণে- অন্যের জমি, পূর্বে- অন্যের বাড়ি, পশ্চিমে- প্যাসেজ।	[80, 243, 219, 281]
row-reserve-price: ক) ৪৬.৭০ লক্ষ খ) ৪.৬৭ লক্ষ গ) ২৫,০০০.০০	[661, 421, 709, 468]
row-property-description	[451, 563, 599, 610]
row-demand-notice: ক) ১৩.০৫.২০২২ খ) ১৪,৩৬,৭৯০.০০ টাকা গ) প্রতীকী	[225, 715, 287, 762]
borrower-name: (২৪৫৬০০) শ্রী গৌতম সরকার	[394, 570, 438, 582]
table-row	[377, 468, 747, 515]
row-property-description	[451, 184, 599, 231]
row-property-description	[451, 90, 599, 137]
branch-name: সল্টলেক সেক্টর ৫	[22, 669, 56, 675]
column-separator	[374, 20, 375, 1144]
row-demand-notice: ক) ০৫.১১.২০২১ খ) ১২,৪৫,৮৯০.০০ টাকা গ) প্রতীকী	[225, 195, 287, 242]
branch-name: বারাকপুর ট্রাংক রোড	[22, 480, 63, 486]
table-row	[5, 573, 373, 620]
ad-banner	[4, 20, 372, 50]
row-demand-notice: ক) ১৮.০৮.২০২২ খ) ১২,৭৪,৩৮০.০০ টাকা গ) প্রতীকী	[599, 90, 661, 137]
branch-name: মুকুন্দপুর	[394, 753, 410, 759]
possession-note: সম্পত্তি প্রতীকী দখলে আছে।	[452, 129, 508, 135]
row-property-description	[79, 195, 225, 242]
possession-note: সম্পত্তি প্রতীকী দখলে আছে।	[80, 565, 136, 571]
branch-name: বারাকপুর ট্রাংক রোড	[22, 432, 63, 438]
row-serial: ৬	[5, 431, 21, 478]
page-number: ৯	[738, 1, 746, 14]
possession-note: সম্পত্তি প্রতীকী দখলে আছে।	[80, 376, 136, 382]
borrower-name: (৩৩৩৪০০) শ্রী মানস দে	[394, 664, 441, 670]
table-row	[5, 810, 373, 857]
row-branch	[21, 573, 79, 620]
row-serial: ২৮	[377, 657, 393, 704]
row-auction-date: ২৫.০১.২০২৩ সকাল ১১টা থেকে বিকাল ৪টা	[335, 384, 373, 431]
table-row	[377, 610, 747, 657]
possession-note: সম্পত্তি প্রতীকী দখলে আছে।	[452, 649, 508, 655]
table-row	[5, 620, 373, 667]
possession-note: সম্পত্তি প্রতীকী দখলে আছে।	[80, 754, 136, 760]
row-auction-date: ২৫.০১.২০২৩ সকাল ১১টা থেকে বিকাল ৪টা	[335, 762, 373, 809]
row-branch	[393, 373, 451, 420]
branch-name: সল্টলেক, কলকাতা	[22, 338, 59, 344]
branch-name: সাউথ সিটি	[394, 280, 416, 286]
borrower-name: (২৪৫৬০০) মেসার্স রায় অ্যান্ড কোং	[394, 617, 439, 629]
office-heading: স্থাবর সম্পত্তিগুলির বিক্রয়ের জন্য বিক্রয় বিজ্ঞপ্তি	[130, 52, 246, 59]
branch-name: সল্টলেক সেক্টর ৫	[394, 43, 428, 49]
auction-date-value: ২৫.০১.২০২৩	[169, 89, 238, 100]
possession-note: সম্পত্তি প্রতীকী দখলে আছে।	[80, 801, 136, 807]
row-property-description	[451, 657, 599, 704]
possession-note: সম্পত্তি প্রতীকী দখলে আছে।	[452, 791, 508, 797]
